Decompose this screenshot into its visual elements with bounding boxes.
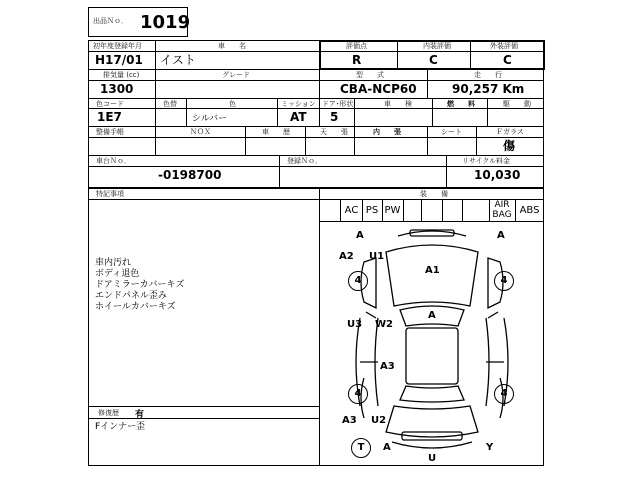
colorcode-label: 色コード (96, 100, 124, 108)
note-line: ボディ退色 (95, 269, 140, 279)
sunroof-label: 天 張 (320, 128, 348, 136)
chassis-value: -0198700 (158, 168, 222, 182)
colortype-label: 色替 (163, 100, 177, 108)
equip-ps: PS (365, 205, 379, 216)
damage-code: Y (486, 442, 494, 453)
nox-label: ＮＯＸ (190, 128, 211, 136)
mileage-label: 走 行 (474, 71, 502, 79)
tire-code: 4 (494, 271, 514, 291)
damage-code: A3 (380, 361, 395, 372)
equipment-label: 装 備 (420, 190, 448, 198)
repair-value: 有 (135, 410, 145, 420)
name-value: イスト (160, 53, 196, 67)
recycle-label: リサイクル料金 (462, 157, 511, 165)
colorcode-value: 1E7 (97, 110, 122, 124)
door-label: ドア･形状 (322, 100, 354, 108)
exterior-score-label: 外装評価 (490, 42, 518, 50)
tire-code: 4 (348, 271, 368, 291)
mileage-value: 90,257 Km (452, 82, 525, 96)
equip-abs: ABS (519, 205, 540, 216)
name-label: 車 名 (218, 42, 246, 50)
equip-airbag: AIR BAG (492, 200, 512, 220)
score-label: 評価点 (346, 42, 367, 50)
note-line: ドアミラーカバーキズ (95, 280, 185, 290)
recycle-value: 10,030 (474, 168, 521, 182)
equip-pw: PW (384, 205, 401, 216)
damage-code-circled: T (351, 438, 371, 458)
equip-ac: AC (344, 205, 359, 216)
manual-label: 整備手帳 (96, 128, 124, 136)
note-line: 車内汚れ (95, 258, 132, 268)
note-line: ホイールカバーキズ (95, 302, 176, 312)
door-value: 5 (330, 110, 339, 124)
damage-code: U3 (347, 319, 363, 330)
glass-label: Ｆガラス (496, 128, 524, 136)
interior-score-value: C (429, 53, 438, 67)
year-value: H17/01 (95, 53, 143, 67)
mission-label: ミッション (281, 100, 316, 108)
cc-label: 排気量 (cc) (103, 71, 140, 79)
damage-code: A (356, 230, 364, 241)
damage-code: U (428, 453, 437, 464)
history-label: 車 歴 (262, 128, 290, 136)
mission-value: AT (290, 110, 307, 124)
color-label: 色 (229, 100, 236, 108)
exterior-score-value: C (503, 53, 512, 67)
repair-label: 修復歴 (98, 409, 119, 417)
tire-code: 4 (494, 384, 514, 404)
damage-code: A (428, 310, 436, 321)
year-label: 初年度登録年月 (93, 42, 142, 50)
score-value: R (352, 53, 362, 67)
damage-code: A1 (425, 265, 440, 276)
interior-score-label: 内装評価 (423, 42, 451, 50)
damage-code: U1 (369, 251, 385, 262)
notes-label: 特記事項 (96, 190, 124, 198)
chassis-label: 車台Ｎｏ． (96, 157, 131, 165)
color-value: シルバー (192, 114, 228, 124)
damage-code: A2 (339, 251, 354, 262)
glass-value: 傷 (503, 139, 516, 153)
cc-value: 1300 (100, 82, 134, 96)
damage-code: W2 (375, 319, 393, 330)
damage-code: A3 (342, 415, 357, 426)
damage-code: U2 (371, 415, 387, 426)
inspection-label: 車 検 (384, 100, 412, 108)
damage-code: A (383, 442, 391, 453)
model-label: 型 式 (356, 71, 384, 79)
fuel-label: 燃 料 (447, 100, 475, 108)
inner-panel-label: 内 張 (373, 128, 401, 136)
model-value: CBA-NCP60 (340, 82, 417, 96)
seat-label: シート (441, 128, 462, 136)
note-line: エンドパネル歪み (95, 291, 167, 301)
drive-label: 駆 動 (503, 100, 531, 108)
repair-note: Fインナー歪 (95, 422, 146, 432)
lot-label: 出品Ｎｏ． (93, 17, 128, 25)
lot-number: 1019 (140, 12, 191, 33)
grade-label: グレード (222, 71, 250, 79)
damage-code: A (497, 230, 505, 241)
tire-code: 4 (348, 384, 368, 404)
reg-label: 登録Ｎｏ． (287, 157, 322, 165)
